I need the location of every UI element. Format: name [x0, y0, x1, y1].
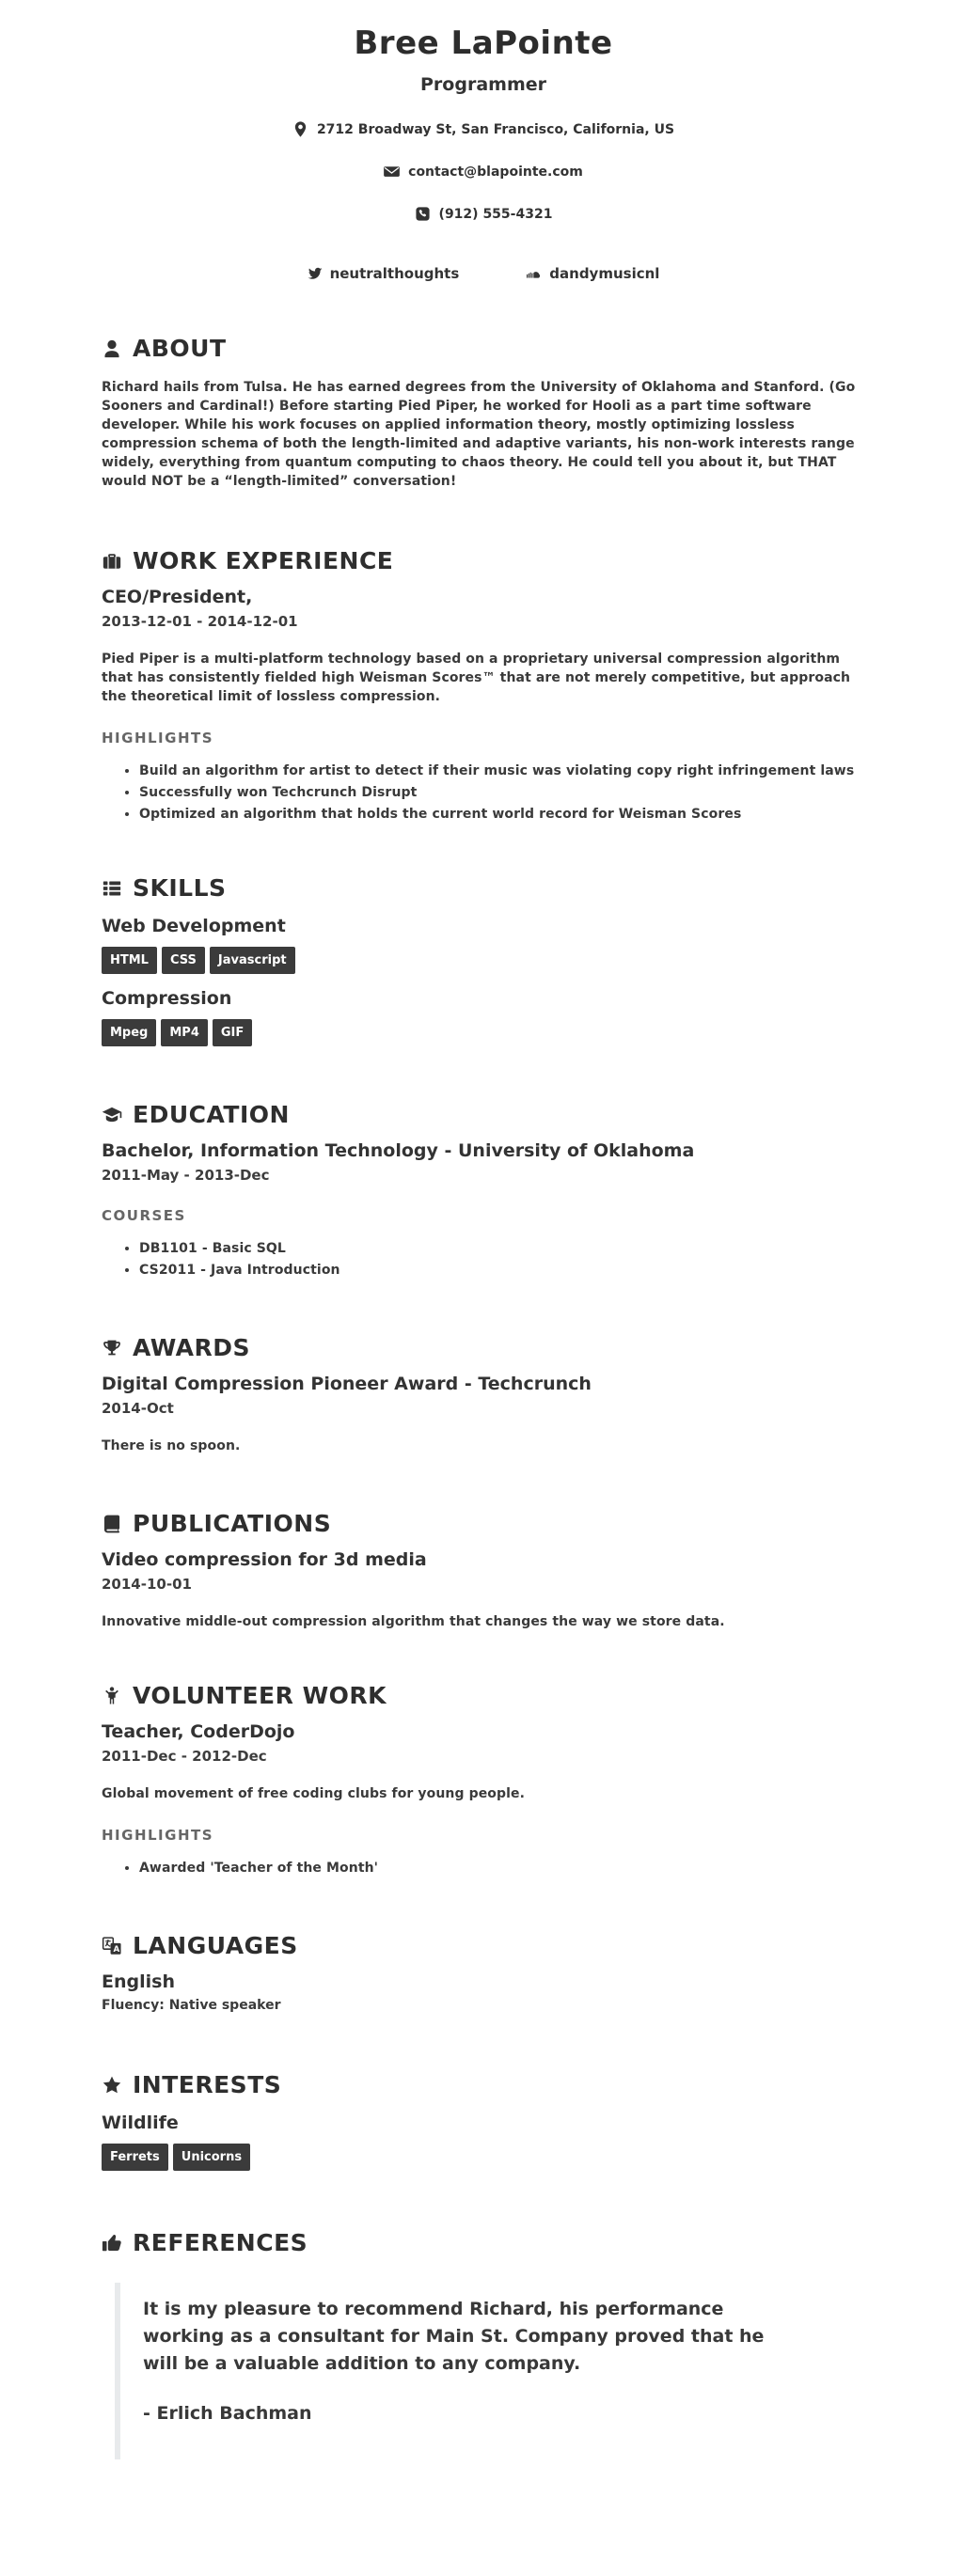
list-item: • Optimized an algorithm that holds the current world record for Weisman Scores	[139, 805, 865, 824]
volunteer-highlights-list	[102, 1859, 865, 1877]
contact-email	[102, 164, 865, 180]
publications-heading	[102, 1510, 865, 1537]
section-education	[102, 1101, 865, 1280]
list-item: • Build an algorithm for artist to detect if their music was violating copy right infringement laws	[139, 762, 865, 780]
skill-tags	[102, 1019, 865, 1046]
awards-title: AWARDS	[133, 1334, 251, 1361]
map-marker-icon	[292, 121, 308, 137]
section-skills	[102, 874, 865, 1046]
awards-heading	[102, 1334, 865, 1361]
profile-soundcloud[interactable]	[527, 265, 659, 282]
interests-title: INTERESTS	[133, 2071, 282, 2098]
section-about	[102, 335, 865, 491]
skills-title: SKILLS	[133, 874, 227, 902]
award-name: Digital Compression Pioneer Award - Techcrunch	[102, 1374, 592, 1394]
reference-quote-block	[115, 2283, 865, 2459]
work-position: CEO/President,	[102, 587, 253, 607]
section-interests	[102, 2071, 865, 2171]
interest-tags	[102, 2144, 865, 2171]
book-icon	[102, 1514, 122, 1534]
person-role: Programmer	[420, 74, 546, 95]
references-title: REFERENCES	[133, 2229, 308, 2256]
skill-tag: MP4	[161, 1019, 208, 1046]
briefcase-icon	[102, 551, 122, 572]
list-item: • DB1101 - Basic SQL	[139, 1239, 865, 1258]
skills-heading	[102, 874, 865, 902]
thumbs-up-icon	[102, 2233, 122, 2254]
interest-name: Wildlife	[102, 2113, 179, 2133]
volunteer-dates: 2011-Dec - 2012-Dec	[102, 1748, 267, 1765]
section-references	[102, 2229, 865, 2459]
section-languages	[102, 1932, 865, 2013]
contact-phone	[102, 206, 865, 222]
soundcloud-icon	[527, 266, 542, 281]
languages-heading	[102, 1932, 865, 1959]
award-date: 2014-Oct	[102, 1400, 174, 1417]
twitter-icon	[308, 266, 323, 281]
about-body: Richard hails from Tulsa. He has earned degrees from the University of Oklahoma and Stanford. (Go Sooners and Cardinal!) Before starting Pied Piper, he worked for Hooli as a part time software developer. While his work focuses on applied information theory, mostly optimizing lossless compression schema of both the length-limited and adaptive variants, his non-work interests range widely, everything from quantum computing to chaos theory. He could tell you about it, but THAT would NOT be a “length-limited” conversation!	[102, 380, 856, 489]
phone-icon	[415, 206, 431, 222]
publications-title: PUBLICATIONS	[133, 1510, 332, 1537]
skill-tag: HTML	[102, 947, 157, 974]
award-summary: There is no spoon.	[102, 1438, 241, 1453]
reference-quote: It is my pleasure to recommend Richard, his performance working as a consultant for Main St. Company proved that he will be a valuable addition to any company.	[143, 2299, 765, 2374]
section-work	[102, 547, 865, 824]
publication-date: 2014-10-01	[102, 1576, 192, 1593]
interests-heading	[102, 2071, 865, 2098]
work-dates: 2013-12-01 - 2014-12-01	[102, 613, 298, 630]
interest-tag: Ferrets	[102, 2144, 168, 2171]
about-title: ABOUT	[133, 335, 227, 362]
skill-tag: GIF	[213, 1019, 252, 1046]
publication-name: Video compression for 3d media	[102, 1549, 427, 1570]
skill-tag: Mpeg	[102, 1019, 156, 1046]
header	[102, 24, 865, 282]
list-item: • Awarded 'Teacher of the Month'	[139, 1859, 865, 1877]
graduation-cap-icon	[102, 1105, 122, 1125]
references-heading	[102, 2229, 865, 2256]
envelope-icon	[384, 164, 400, 180]
languages-title: LANGUAGES	[133, 1932, 298, 1959]
language-name: English	[102, 1971, 175, 1992]
education-dates: 2011-May - 2013-Dec	[102, 1167, 270, 1184]
profile-twitter[interactable]	[308, 265, 460, 282]
education-courses-label: COURSES	[102, 1207, 186, 1224]
work-title: WORK EXPERIENCE	[133, 547, 394, 574]
location-text: 2712 Broadway St, San Francisco, California, US	[316, 121, 675, 137]
skill-group-name: Compression	[102, 988, 232, 1009]
list-item: • CS2011 - Java Introduction	[139, 1261, 865, 1280]
work-summary: Pied Piper is a multi-platform technology based on a proprietary universal compression algorithm that has consistently fielded high Weisman Scores™ that are not merely competitive, but approach the theoretical limit of lossless compression.	[102, 652, 851, 704]
language-icon	[102, 1936, 122, 1956]
work-highlights-label: HIGHLIGHTS	[102, 730, 214, 746]
soundcloud-handle: dandymusicnl	[549, 265, 660, 282]
twitter-handle: neutralthoughts	[329, 265, 460, 282]
volunteer-heading	[102, 1682, 865, 1709]
star-icon	[102, 2075, 122, 2096]
user-icon	[102, 338, 122, 359]
education-courses-list	[102, 1239, 865, 1280]
contact-location	[102, 121, 865, 137]
education-title: EDUCATION	[133, 1101, 290, 1128]
about-heading	[102, 335, 865, 362]
publication-summary: Innovative middle-out compression algorithm that changes the way we store data.	[102, 1614, 725, 1629]
list-item: • Successfully won Techcrunch Disrupt	[139, 783, 865, 802]
reference-attribution: - Erlich Bachman	[143, 2403, 312, 2424]
section-volunteer	[102, 1682, 865, 1877]
volunteer-highlights-label: HIGHLIGHTS	[102, 1827, 214, 1844]
list-icon	[102, 878, 122, 899]
email-link[interactable]: contact@blapointe.com	[408, 164, 583, 180]
interest-tag: Unicorns	[173, 2144, 250, 2171]
work-heading	[102, 547, 865, 574]
volunteer-summary: Global movement of free coding clubs for young people.	[102, 1786, 526, 1801]
person-name: Bree LaPointe	[354, 24, 613, 62]
skill-tags	[102, 947, 865, 974]
education-heading	[102, 1101, 865, 1128]
svg-text:A: A	[113, 1944, 120, 1955]
volunteer-title: VOLUNTEER WORK	[133, 1682, 387, 1709]
section-awards	[102, 1334, 865, 1455]
skill-group-name: Web Development	[102, 916, 286, 936]
volunteer-position: Teacher, CoderDojo	[102, 1721, 295, 1742]
skill-tag: Javascript	[210, 947, 295, 974]
section-publications	[102, 1510, 865, 1631]
language-fluency: Fluency: Native speaker	[102, 1998, 281, 2013]
child-icon	[102, 1686, 122, 1706]
trophy-icon	[102, 1338, 122, 1359]
phone-text: (912) 555-4321	[438, 206, 553, 222]
social-profiles	[102, 265, 865, 282]
skill-tag: CSS	[162, 947, 205, 974]
education-degree: Bachelor, Information Technology - University of Oklahoma	[102, 1140, 695, 1161]
work-highlights-list	[102, 762, 865, 824]
